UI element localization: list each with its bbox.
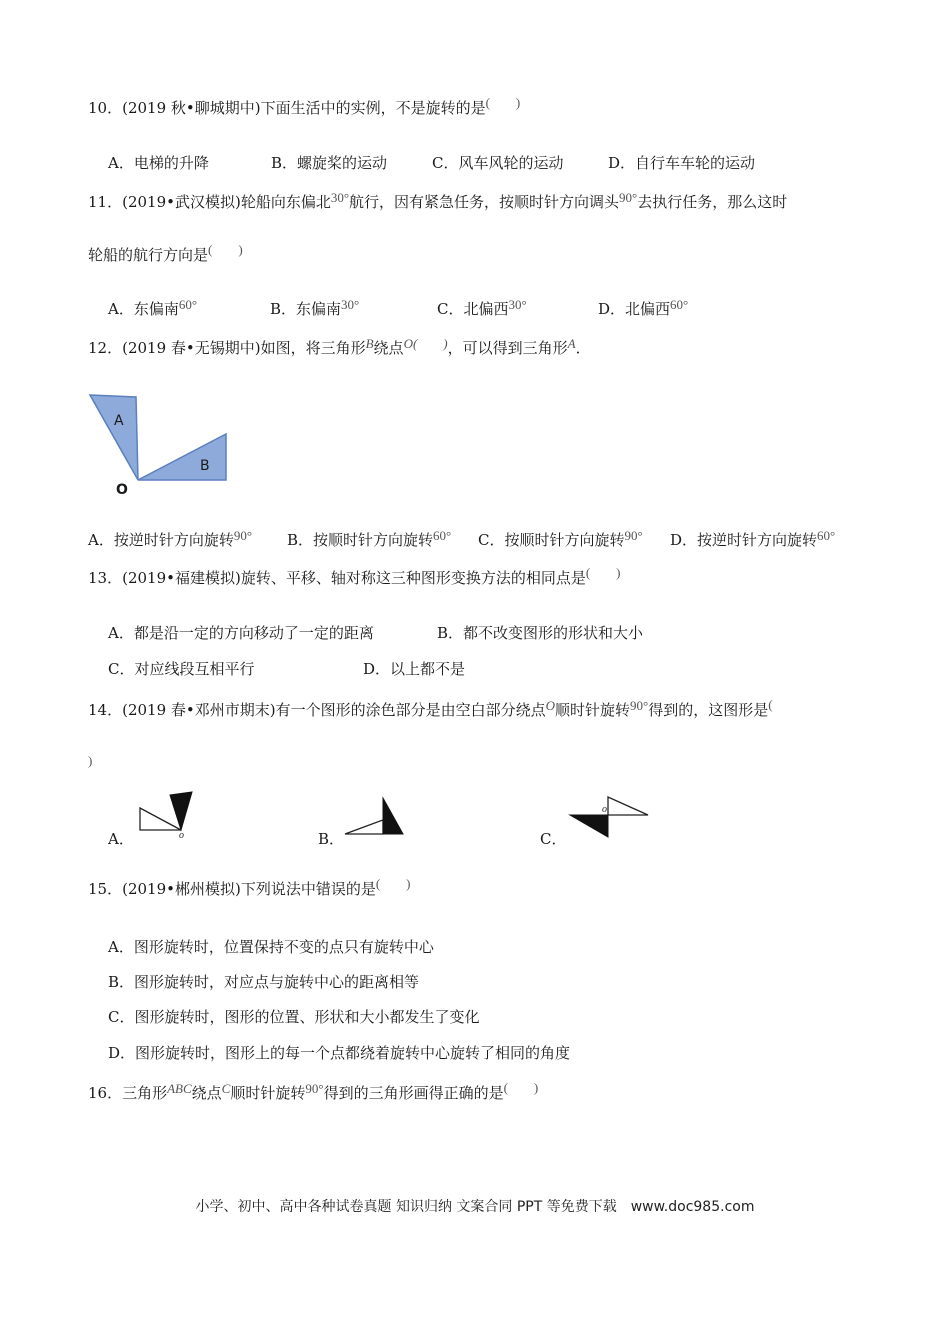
q16-stem-d: 得到的三角形画得正确的是 (323, 1084, 504, 1102)
q15-stem (88, 876, 411, 900)
q11-option-b (270, 299, 359, 320)
q12-option-a-label: A．按逆时针方向旋转 (88, 531, 234, 549)
q16-deg: 90° (305, 1081, 324, 1096)
q12-var-b: B (365, 336, 374, 351)
q12-triangle-b (138, 434, 226, 480)
q11-option-d (598, 299, 688, 320)
q13-answer-paren: ( ) (585, 565, 621, 580)
q14-figure-b (343, 796, 413, 841)
q14-deg: 90° (630, 698, 649, 713)
footer-text: 小学、初中、高中各种试卷真题 知识归纳 文案合同 PPT 等免费下载 www.doc985.com (195, 1199, 755, 1215)
q12-option-d-label: D．按逆时针方向旋转 (670, 531, 818, 549)
q13-option-d: D．以上都不是 (363, 660, 466, 678)
q12-label-b: B (200, 458, 210, 474)
q14-paren-open: ( (768, 697, 773, 712)
q12-stem-c: ，可以得到三角形 (447, 339, 568, 357)
q12-option-d-deg: 60° (817, 528, 836, 543)
q14-figure-a (137, 790, 197, 841)
q12-option-c-deg: 90° (624, 528, 643, 543)
q13-option-b: B．都不改变图形的形状和大小 (437, 624, 644, 642)
q16-var-abc: ABC (167, 1081, 192, 1096)
q12-label-a: A (114, 413, 124, 429)
q13-stem-text: 13．(2019•福建模拟)旋转、平移、轴对称这三种图形变换方法的相同点是 (88, 569, 586, 587)
q11-stem-a: 11．(2019•武汉模拟)轮船向东偏北 (88, 193, 331, 211)
q12-option-a-deg: 90° (233, 528, 253, 543)
q11-option-b-label: B．东偏南 (270, 300, 342, 318)
q10-stem-text: 10．(2019 秋•聊城期中)下面生活中的实例，不是旋转的是 (88, 99, 486, 117)
q12-option-c (478, 530, 643, 551)
q13-stem (88, 565, 621, 589)
q12-option-b-deg: 60° (433, 528, 452, 543)
q15-option-c: C．图形旋转时，图形的位置、形状和大小都发生了变化 (108, 1008, 480, 1026)
q16-var-c: C (221, 1081, 231, 1096)
q11-deg2: 90° (619, 190, 638, 205)
q14-option-c: C． (540, 830, 567, 848)
q14-var-o: O (545, 698, 555, 713)
q12-triangle-a (90, 395, 138, 480)
q10-option-b: B．螺旋桨的运动 (271, 154, 388, 172)
q12-label-o: O (116, 482, 128, 498)
q12-option-c-label: C．按顺时针方向旋转 (478, 531, 625, 549)
q11-stem (88, 192, 787, 213)
q12-var-a: A (567, 336, 576, 351)
q16-answer-paren: ( ) (503, 1080, 539, 1095)
q14-figure-c (568, 793, 658, 838)
q12-stem-b: 绕点 (373, 339, 404, 357)
q11-option-c-label: C．北偏西 (437, 300, 509, 318)
q14-figure-a-point: o (179, 830, 184, 841)
q14-figure-b-white-triangle (345, 820, 383, 834)
q15-answer-paren: ( ) (375, 876, 411, 891)
q15-option-b: B．图形旋转时，对应点与旋转中心的距离相等 (108, 973, 420, 991)
q12-option-d (670, 530, 835, 551)
q11-option-a-label: A．东偏南 (108, 300, 179, 318)
q13-option-c: C．对应线段互相平行 (108, 660, 255, 678)
q14-stem (88, 697, 773, 721)
q11-option-c (437, 299, 527, 320)
q12-option-a (88, 530, 252, 551)
q11-stem-line2 (88, 242, 243, 266)
q10-option-d: D．自行车车轮的运动 (608, 154, 756, 172)
q14-stem-b: 顺时针旋转 (554, 701, 630, 719)
q15-option-a: A．图形旋转时，位置保持不变的点只有旋转中心 (108, 938, 434, 956)
q14-paren-close: ) (88, 753, 93, 768)
q14-stem-a: 14．(2019 春•邓州市期末)有一个图形的涂色部分是由空白部分绕点 (88, 701, 546, 719)
q12-option-b (287, 530, 451, 551)
q12-var-o: O( ) (403, 336, 448, 351)
q10-option-c: C．风车风轮的运动 (432, 154, 564, 172)
q14-option-b: B． (318, 830, 345, 848)
q11-stem-line2-text: 轮船的航行方向是 (88, 246, 209, 264)
q11-option-a-deg: 60° (178, 297, 198, 312)
q11-deg1: 30° (330, 190, 350, 205)
q15-option-d: D．图形旋转时，图形上的每一个点都绕着旋转中心旋转了相同的角度 (108, 1044, 571, 1062)
q10-stem (88, 95, 521, 119)
q11-option-c-deg: 30° (508, 297, 527, 312)
q12-stem-a: 12．(2019 春•无锡期中)如图，将三角形 (88, 339, 366, 357)
q11-option-a (108, 299, 197, 320)
q10-answer-paren: ( ) (485, 95, 521, 110)
q16-stem (88, 1080, 539, 1104)
q16-stem-b: 绕点 (191, 1084, 222, 1102)
q13-option-a: A．都是沿一定的方向移动了一定的距离 (108, 624, 374, 642)
q14-option-a: A． (108, 830, 134, 848)
q11-stem-b: 航行，因有紧急任务，按顺时针方向调头 (349, 193, 620, 211)
q12-figure (86, 390, 246, 505)
q11-stem-c: 去执行任务，那么这时 (637, 193, 788, 211)
q11-option-b-deg: 30° (341, 297, 360, 312)
q12-option-b-label: B．按顺时针方向旋转 (287, 531, 434, 549)
q14-figure-c-black-triangle (570, 815, 608, 837)
q14-paren-close-line (88, 753, 93, 777)
q12-stem-d: ． (575, 339, 591, 357)
q10-option-a: A．电梯的升降 (108, 154, 209, 172)
q11-option-d-label: D．北偏西 (598, 300, 671, 318)
q14-figure-c-white-triangle (608, 797, 648, 815)
q16-stem-a: 16．三角形 (88, 1084, 168, 1102)
q11-answer-paren: ( ) (208, 242, 243, 257)
q11-option-d-deg: 60° (670, 297, 689, 312)
q15-stem-text: 15．(2019•郴州模拟)下列说法中错误的是 (88, 880, 376, 898)
q14-figure-a-black-triangle (170, 792, 192, 830)
q12-stem (88, 338, 591, 359)
q16-stem-c: 顺时针旋转 (230, 1084, 306, 1102)
q14-figure-b-black-triangle (383, 798, 403, 834)
q14-figure-c-point: o (602, 804, 607, 815)
q14-stem-c: 得到的，这图形是 (648, 701, 769, 719)
